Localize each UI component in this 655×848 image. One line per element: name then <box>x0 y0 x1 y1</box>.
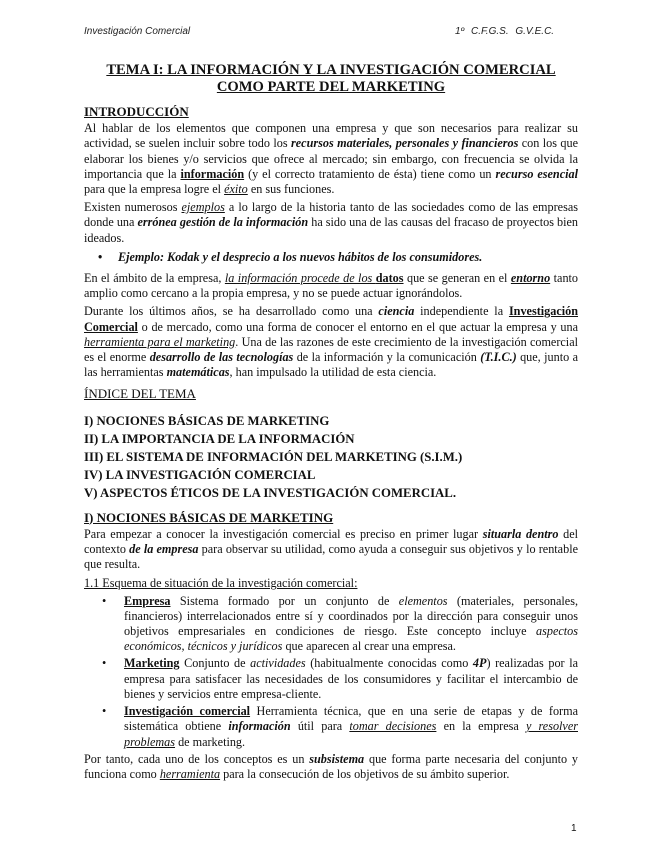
index-item: I) NOCIONES BÁSICAS DE MARKETING <box>84 413 330 428</box>
list-item-investigacion: • Investigación comercial Herramienta técnica, que en una serie de etapas y de forma sistemática obtiene información útil para tomar decisiones en la empresa y resolver problemas de marketing. <box>102 704 578 749</box>
intro-paragraph-4: Durante los últimos años, se ha desarrollado como una ciencia independiente la Investigación Comercial o de mercado, como una forma de conocer el entorno en el que actuar la empresa y una herramienta para el marketing. Una de las razones de este crecimiento de la investigación comercial es el enorme desarrollo de las tecnologías de la información y la comunicación (T.I.C.) que, junto a las herramientas matemáticas, han impulsado la utilidad de esta ciencia. <box>84 304 579 380</box>
bullet-icon: • <box>102 656 107 671</box>
page-number: 1 <box>571 823 577 834</box>
index-item: II) LA IMPORTANCIA DE LA INFORMACIÓN <box>84 431 355 446</box>
section1-heading: I) NOCIONES BÁSICAS DE MARKETING <box>84 509 334 525</box>
title-line-1: TEMA I: LA INFORMACIÓN Y LA INVESTIGACIÓN COMERCIAL <box>106 62 556 78</box>
list-item-empresa: • Empresa Sistema formado por un conjunto de elementos (materiales, personales, financieros) interrelacionados entre sí y coordinados por la dirección para conseguir unos objetivos empresariales en condiciones de riesgo. Este concepto incluye aspectos económicos, técnicos y jurídicos que aparecen al crear una empresa. <box>102 593 579 654</box>
title-line-2: COMO PARTE DEL MARKETING <box>216 79 446 95</box>
index-item: V) ASPECTOS ÉTICOS DE LA INVESTIGACIÓN COMERCIAL. <box>84 485 457 500</box>
list-item-marketing: • Marketing Conjunto de actividades (habitualmente conocidas como 4P) realizadas por la empresa para satisfacer las necesidades de los consumidores y facilitar el intercambio de bienes y servicios entre empresa-cliente. <box>102 656 578 701</box>
section1-paragraph-2: Por tanto, cada uno de los conceptos es un subsistema que forma parte necesaria del conjunto y funciona como herramienta para la consecución de los objetivos de su ámbito superior. <box>84 751 579 781</box>
header-right: 1º C.F.G.S. G.V.E.C. <box>455 26 555 37</box>
index-list <box>84 412 578 502</box>
index-item: III) EL SISTEMA DE INFORMACIÓN DEL MARKETING (S.I.M.) <box>84 449 463 464</box>
header-left: Investigación Comercial <box>84 26 191 37</box>
bullet-icon: • <box>102 704 107 719</box>
section1-paragraph-1: Para empezar a conocer la investigación comercial es preciso en primer lugar situarla dentro del contexto de la empresa para observar su utilidad, como ayuda a conseguir sus objetivos y lo rentable que resulta. <box>84 526 578 572</box>
index-heading: ÍNDICE DEL TEMA <box>84 386 196 402</box>
intro-paragraph-1: Al hablar de los elementos que componen una empresa y que son necesarios para realizar su actividad, se suelen incluir sobre todo los recursos materiales, personales y financieros con los que elaborar los bienes y/o servicios que ofrece al mercado; sin embargo, con frecuencia se olvida la importancia que la información (y el correcto tratamiento de ésta) tiene como un recurso esencial para que la empresa logre el éxito en sus funciones. <box>84 121 578 197</box>
page-title <box>84 62 578 96</box>
document-body <box>84 62 578 785</box>
intro-paragraph-2: Existen numerosos ejemplos a lo largo de la historia tanto de las sociedades como de las empresas donde una errónea gestión de la información ha sido una de las causas del fracaso de proyectos bien ideados. <box>84 200 578 245</box>
intro-heading: INTRODUCCIÓN <box>84 104 189 119</box>
subsection-heading: 1.1 Esquema de situación de la investigación comercial: <box>84 576 358 591</box>
bullet-icon: • <box>98 249 103 264</box>
example-bullet: • Ejemplo: Kodak y el desprecio a los nuevos hábitos de los consumidores. <box>98 249 483 264</box>
bullet-icon: • <box>102 593 107 608</box>
concept-list <box>84 594 578 750</box>
intro-paragraph-3: En el ámbito de la empresa, la información procede de los datos que se generan en el entorno tanto amplio como cercano a la propia empresa, y no se puede actuar ignorándolos. <box>84 271 579 301</box>
index-item: IV) LA INVESTIGACIÓN COMERCIAL <box>84 467 316 482</box>
